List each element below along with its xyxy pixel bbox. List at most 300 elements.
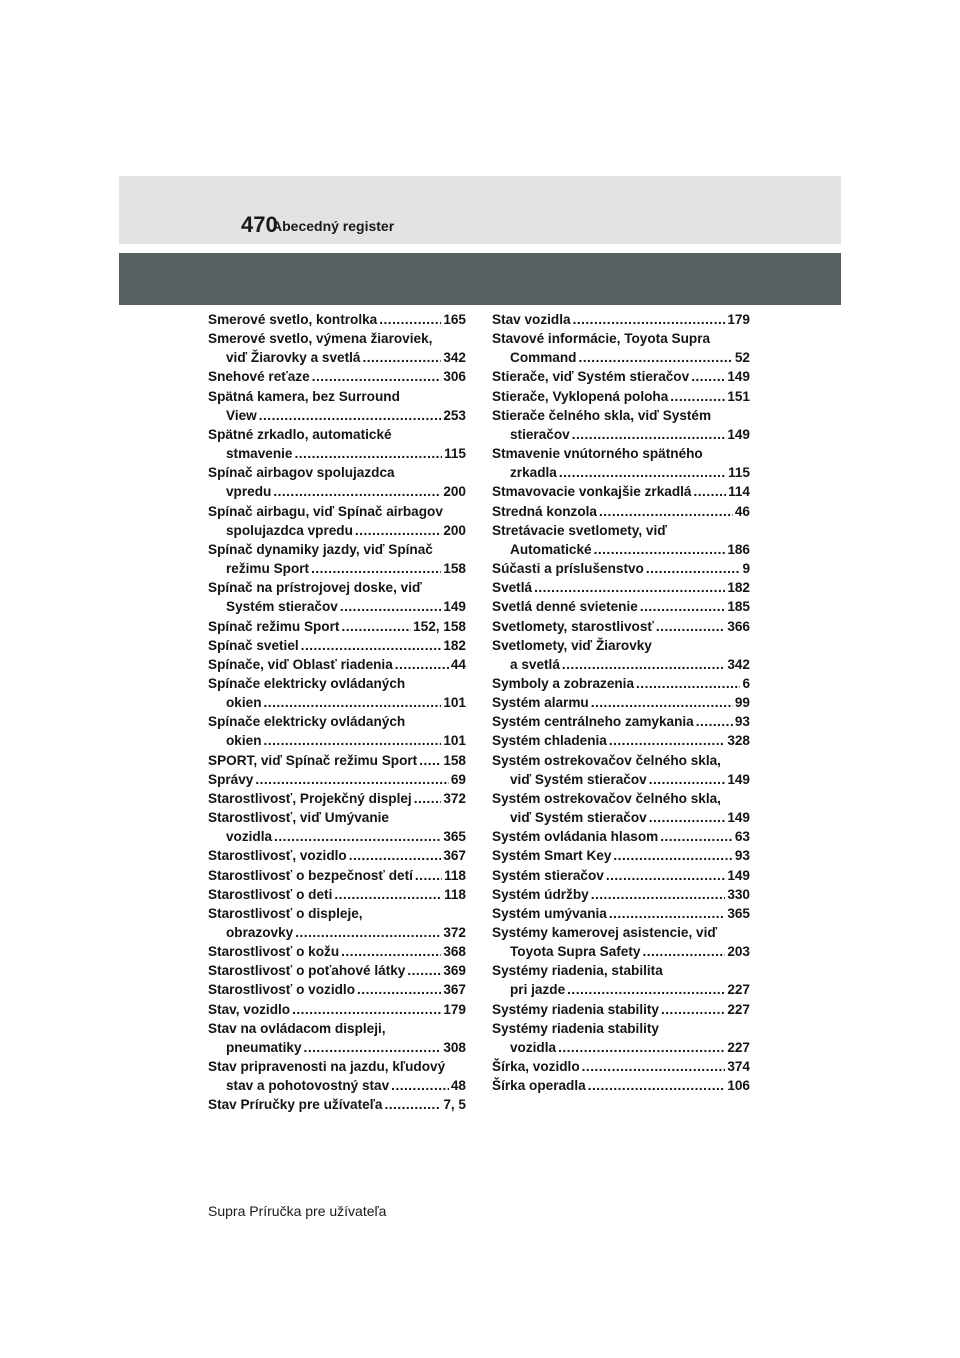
- index-entry: [492, 1057, 750, 1076]
- index-entry-line: [492, 770, 750, 789]
- index-entry-heading: Smerové svetlo, výmena žiaroviek,: [208, 331, 433, 347]
- index-entry-heading: Spínač airbagov spolujazdca: [208, 465, 395, 481]
- index-entry: [208, 808, 466, 846]
- dot-leader: [578, 348, 732, 367]
- index-page-ref[interactable]: 227: [727, 982, 750, 998]
- index-entry: [492, 578, 750, 597]
- index-entry-line: [208, 827, 466, 846]
- index-entry-text: okien: [226, 695, 262, 711]
- index-entry: [492, 866, 750, 885]
- index-page-ref[interactable]: 367: [443, 982, 466, 998]
- index-entry-text: Systém Smart Key: [492, 848, 612, 864]
- index-entry-text: stav a pohotovostný stav: [226, 1078, 390, 1094]
- index-entry-line: [208, 961, 466, 980]
- index-entry-heading: Stav pripravenosti na jazdu, kľudový: [208, 1059, 446, 1075]
- index-entry-line: [492, 655, 750, 674]
- dot-leader: [534, 578, 725, 597]
- index-entry: [492, 559, 750, 578]
- index-page-ref[interactable]: 149: [727, 810, 750, 826]
- dot-leader: [606, 866, 725, 885]
- index-entry: [208, 961, 466, 980]
- index-entry-text: vpredu: [226, 484, 272, 500]
- index-page-ref[interactable]: 6: [742, 675, 750, 691]
- index-entry: [208, 329, 466, 367]
- index-entry-line: [492, 904, 750, 923]
- index-entry-text: pri jazde: [510, 982, 566, 998]
- dot-leader: [379, 310, 441, 329]
- dot-leader: [567, 980, 725, 999]
- index-entry-text: Systém ovládania hlasom: [492, 829, 659, 845]
- index-entry-heading: Stierače čelného skla, viď Systém: [492, 407, 712, 423]
- index-entry: [208, 617, 466, 636]
- index-entry: [208, 1057, 466, 1095]
- index-page-ref[interactable]: 179: [443, 1001, 466, 1017]
- dot-leader: [656, 617, 725, 636]
- index-entry-line: [492, 482, 750, 501]
- dot-leader: [301, 636, 442, 655]
- index-entry-line: [492, 559, 750, 578]
- index-entry-line: [208, 1076, 466, 1095]
- index-page-ref[interactable]: 366: [727, 618, 750, 634]
- dot-leader: [395, 655, 449, 674]
- index-page-ref[interactable]: 367: [443, 848, 466, 864]
- dot-leader: [273, 482, 441, 501]
- index-entry: [208, 540, 466, 578]
- dot-leader: [295, 444, 443, 463]
- dot-leader: [558, 1038, 725, 1057]
- index-entry-text: Systém stieračov: [226, 599, 338, 615]
- index-page-ref[interactable]: 63: [734, 829, 750, 845]
- index-entry-line: [208, 693, 466, 712]
- index-entry: [492, 827, 750, 846]
- dot-leader: [609, 731, 725, 750]
- page-number: 470: [241, 212, 278, 237]
- index-page-ref[interactable]: 158: [443, 752, 466, 768]
- index-page-ref[interactable]: 330: [727, 886, 750, 902]
- dot-leader: [292, 1000, 441, 1019]
- index-entry-text: Toyota Supra Safety: [510, 944, 641, 960]
- index-entry-line: [492, 1076, 750, 1095]
- index-entry-text: Stierače, Vyklopená poloha: [492, 388, 669, 404]
- dot-leader: [264, 693, 442, 712]
- index-entry: [492, 597, 750, 616]
- index-page-ref[interactable]: 369: [443, 963, 466, 979]
- dot-leader: [640, 597, 725, 616]
- index-page-ref[interactable]: 308: [443, 1039, 466, 1055]
- dot-leader: [582, 1057, 726, 1076]
- dot-leader: [391, 1076, 449, 1095]
- dot-leader: [573, 310, 726, 329]
- dot-leader: [594, 540, 726, 559]
- index-page-ref[interactable]: 342: [443, 350, 466, 366]
- index-entry-text: Svetlomety, starostlivosť: [492, 618, 654, 634]
- index-entry: [208, 578, 466, 616]
- index-entry-line: [208, 980, 466, 999]
- index-entry-line: [208, 866, 466, 885]
- dot-leader: [341, 617, 411, 636]
- index-entry: [208, 636, 466, 655]
- index-entry-heading: Spínač na prístrojovej doske, viď: [208, 580, 422, 596]
- index-entry: [208, 751, 466, 770]
- index-entry-line: [492, 712, 750, 731]
- index-entry-line: [208, 751, 466, 770]
- index-page-ref[interactable]: 149: [727, 867, 750, 883]
- index-entry-line: [492, 942, 750, 961]
- index-entry-text: Stav, vozidlo: [208, 1001, 291, 1017]
- index-page-ref[interactable]: 101: [443, 695, 466, 711]
- index-page-ref[interactable]: 342: [727, 656, 750, 672]
- dot-leader: [340, 597, 441, 616]
- index-entry-heading: Stretávacie svetlomety, viď: [492, 522, 667, 538]
- index-entry-text: Starostlivosť o vozidlo: [208, 982, 356, 998]
- index-entry-text: Starostlivosť, vozidlo: [208, 848, 347, 864]
- index-entry: [208, 387, 466, 425]
- index-entry-line: [492, 827, 750, 846]
- index-entry-text: Starostlivosť, Projekčný displej: [208, 790, 412, 806]
- index-entry-text: viď Systém stieračov: [510, 771, 647, 787]
- index-page-ref[interactable]: 372: [443, 790, 466, 806]
- index-entry-line: [492, 463, 750, 482]
- index-entry-text: stmavenie: [226, 446, 293, 462]
- dot-leader: [419, 751, 441, 770]
- index-entry-text: Symboly a zobrazenia: [492, 675, 635, 691]
- index-page-ref[interactable]: 93: [734, 714, 750, 730]
- index-entry: [492, 846, 750, 865]
- dot-leader: [613, 846, 732, 865]
- dot-leader: [591, 885, 726, 904]
- index-entry-text: Súčasti a príslušenstvo: [492, 561, 644, 577]
- index-entry: [492, 885, 750, 904]
- index-entry-line: [492, 425, 750, 444]
- index-entry-line: [208, 348, 466, 367]
- index-entry-line: [492, 1000, 750, 1019]
- index-entry-heading: Spätné zrkadlo, automatické: [208, 426, 392, 442]
- index-entry-line: [208, 367, 466, 386]
- index-entry-text: Starostlivosť o kožu: [208, 944, 340, 960]
- dot-leader: [311, 559, 441, 578]
- index-page-ref[interactable]: 200: [443, 484, 466, 500]
- index-page-ref[interactable]: 46: [734, 503, 750, 519]
- dot-leader: [414, 789, 442, 808]
- index-entry-heading: Stav na ovládacom displeji,: [208, 1020, 386, 1036]
- index-entry-heading: Svetlomety, viď Žiarovky: [492, 637, 652, 653]
- index-entry-text: spolujazdca vpredu: [226, 522, 353, 538]
- dot-leader: [349, 846, 442, 865]
- index-entry: [208, 367, 466, 386]
- index-entry: [492, 1076, 750, 1095]
- index-page-ref[interactable]: 182: [727, 580, 750, 596]
- dot-leader: [642, 942, 725, 961]
- index-entry: [492, 310, 750, 329]
- dot-leader: [696, 712, 733, 731]
- index-entry-text: Systém alarmu: [492, 695, 589, 711]
- dot-leader: [264, 731, 442, 750]
- index-page-ref[interactable]: 114: [728, 484, 750, 500]
- index-entry-line: [492, 540, 750, 559]
- index-entry-text: Správy: [208, 771, 254, 787]
- index-entry-text: SPORT, viď Spínač režimu Sport: [208, 752, 418, 768]
- index-entry-heading: Starostlivosť o displeje,: [208, 905, 363, 921]
- index-page-ref[interactable]: 93: [734, 848, 750, 864]
- index-entry-line: [492, 980, 750, 999]
- index-entry: [208, 425, 466, 463]
- index-entry-text: Starostlivosť o bezpečnosť detí: [208, 867, 413, 883]
- index-entry: [208, 674, 466, 712]
- index-entry-line: [492, 617, 750, 636]
- index-entry-text: Systém stieračov: [492, 867, 604, 883]
- index-page-ref[interactable]: 52: [734, 350, 750, 366]
- index-entry: [492, 923, 750, 961]
- index-entry-text: Stav Príručky pre užívateľa: [208, 1097, 383, 1113]
- index-page-ref[interactable]: 185: [727, 599, 750, 615]
- index-entry: [208, 502, 466, 540]
- index-entry-line: [208, 846, 466, 865]
- index-page-ref[interactable]: 186: [727, 541, 750, 557]
- index-page-ref[interactable]: 227: [727, 1001, 750, 1017]
- dot-leader: [334, 885, 442, 904]
- index-entry: [208, 712, 466, 750]
- dot-leader: [295, 923, 441, 942]
- dot-leader: [259, 406, 442, 425]
- index-entry-line: [492, 310, 750, 329]
- index-entry-heading: Systém ostrekovačov čelného skla,: [492, 790, 721, 806]
- index-entry-line: [492, 1038, 750, 1057]
- index-entry: [492, 731, 750, 750]
- index-entry: [492, 789, 750, 827]
- index-entry: [208, 463, 466, 501]
- dot-leader: [636, 674, 740, 693]
- index-entry: [208, 1000, 466, 1019]
- index-entry-line: [492, 348, 750, 367]
- index-entry-line: [208, 942, 466, 961]
- dot-leader: [572, 425, 726, 444]
- index-entry-text: Stav vozidla: [492, 312, 571, 327]
- index-entry-line: [208, 770, 466, 789]
- dot-leader: [691, 367, 725, 386]
- index-page-ref[interactable]: 118: [444, 886, 466, 902]
- index-entry-text: pneumatiky: [226, 1039, 302, 1055]
- index-entry: [492, 406, 750, 444]
- index-entry-heading: Spätná kamera, bez Surround: [208, 388, 400, 404]
- index-page-ref[interactable]: 9: [742, 561, 750, 577]
- index-page-ref[interactable]: 365: [443, 829, 466, 845]
- index-entry-line: [492, 597, 750, 616]
- index-entry: [492, 904, 750, 923]
- index-page-ref[interactable]: 115: [728, 465, 750, 481]
- dot-leader: [385, 1095, 442, 1114]
- dot-leader: [304, 1038, 442, 1057]
- dot-leader: [646, 559, 741, 578]
- index-entry: [208, 1095, 466, 1114]
- index-entry-line: [492, 885, 750, 904]
- index-entry-text: Systém údržby: [492, 886, 589, 902]
- dot-leader: [312, 367, 442, 386]
- index-page-ref[interactable]: 69: [450, 771, 466, 787]
- index-page-ref[interactable]: 115: [444, 446, 466, 462]
- index-entry-line: [208, 731, 466, 750]
- index-entry-text: režimu Sport: [226, 561, 310, 577]
- index-page-ref[interactable]: 365: [727, 905, 750, 921]
- index-page-ref[interactable]: 48: [450, 1078, 466, 1094]
- index-entry-line: [492, 808, 750, 827]
- index-entry-line: [208, 1095, 466, 1114]
- index-page-ref[interactable]: 200: [443, 522, 466, 538]
- index-page-ref[interactable]: 149: [727, 369, 750, 385]
- dot-leader: [562, 655, 725, 674]
- index-entry-line: [492, 1057, 750, 1076]
- index-entry: [492, 617, 750, 636]
- index-entry-text: Snehové reťaze: [208, 369, 310, 385]
- index-entry-line: [208, 885, 466, 904]
- index-entry-heading: Stmavenie vnútorného spätného: [492, 446, 703, 462]
- index-page-ref[interactable]: 118: [444, 867, 466, 883]
- index-entry: [492, 674, 750, 693]
- index-page-ref[interactable]: 182: [443, 637, 466, 653]
- index-entry-text: Starostlivosť o poťahové látky: [208, 963, 406, 979]
- index-entry: [208, 770, 466, 789]
- index-entry-heading: Systém ostrekovačov čelného skla,: [492, 752, 721, 768]
- index-entry-text: vozidla: [226, 829, 273, 845]
- index-page-ref[interactable]: 328: [727, 733, 750, 749]
- index-entry: [208, 655, 466, 674]
- index-entry: [492, 521, 750, 559]
- index-page-ref[interactable]: 372: [443, 925, 466, 940]
- index-entry: [492, 367, 750, 386]
- index-entry-heading: Spínač airbagu, viď Spínač airbagov: [208, 503, 443, 519]
- dot-leader: [649, 770, 726, 789]
- index-entry-line: [208, 789, 466, 808]
- index-page-ref[interactable]: 149: [443, 599, 466, 615]
- section-title: Abecedný register: [272, 218, 395, 234]
- index-entry-text: Stredná konzola: [492, 503, 597, 519]
- index-entry-text: obrazovky: [226, 925, 294, 940]
- index-page-ref[interactable]: 368: [443, 944, 466, 960]
- index-page-ref[interactable]: 101: [443, 733, 466, 749]
- index-entry: [492, 329, 750, 367]
- index-entry-line: [208, 597, 466, 616]
- index-entry-heading: Systémy riadenia, stabilita: [492, 963, 663, 979]
- index-page-ref[interactable]: 179: [727, 312, 750, 327]
- dot-leader: [362, 348, 441, 367]
- index-entry-text: Automatické: [510, 541, 592, 557]
- index-entry-line: [492, 693, 750, 712]
- index-entry-line: [208, 923, 466, 942]
- index-page-ref[interactable]: 227: [727, 1039, 750, 1055]
- index-entry: [492, 636, 750, 674]
- index-page-ref[interactable]: 165: [443, 312, 466, 327]
- index-entry: [208, 789, 466, 808]
- index-entry-text: Systémy riadenia stability: [492, 1001, 659, 1017]
- index-page-ref[interactable]: 7, 5: [443, 1097, 466, 1113]
- header-band: [119, 176, 841, 244]
- index-entry-line: [208, 521, 466, 540]
- index-page-ref[interactable]: 306: [443, 369, 466, 385]
- dot-leader: [407, 961, 441, 980]
- index-entry-line: [208, 482, 466, 501]
- index-entry: [208, 866, 466, 885]
- dot-leader: [559, 463, 726, 482]
- index-entry-heading: Starostlivosť, viď Umývanie: [208, 810, 389, 826]
- index-entry: [208, 885, 466, 904]
- index-entry-heading: Spínač dynamiky jazdy, viď Spínač: [208, 541, 433, 557]
- index-entry-text: viď Systém stieračov: [510, 810, 647, 826]
- index-entry-heading: Spínače elektricky ovládaných: [208, 675, 406, 691]
- index-entry-line: [208, 1038, 466, 1057]
- index-entry-line: [492, 731, 750, 750]
- index-page-ref[interactable]: 253: [443, 407, 466, 423]
- index-entry: [208, 1019, 466, 1057]
- index-entry: [492, 482, 750, 501]
- index-page-ref[interactable]: 374: [727, 1059, 750, 1075]
- index-entry: [492, 444, 750, 482]
- index-entry-text: okien: [226, 733, 262, 749]
- index-entry-text: Spínač svetiel: [208, 637, 299, 653]
- index-entry-line: [208, 406, 466, 425]
- index-page-ref[interactable]: 158: [443, 561, 466, 577]
- index-column-left: [208, 310, 466, 1115]
- index-entry-line: [208, 617, 466, 636]
- index-entry-text: a svetlá: [510, 656, 560, 672]
- index-entry: [208, 310, 466, 329]
- index-entry-text: zrkadla: [510, 465, 557, 481]
- index-entry-line: [492, 866, 750, 885]
- index-entry-text: Command: [510, 350, 577, 366]
- index-page-ref[interactable]: 151: [727, 388, 750, 404]
- index-page-ref[interactable]: 99: [734, 695, 750, 711]
- dot-leader: [660, 827, 733, 846]
- dot-leader: [661, 1000, 725, 1019]
- index-entry-line: [492, 502, 750, 521]
- index-entry-text: Svetlá denné svietenie: [492, 599, 638, 615]
- index-entry-line: [208, 636, 466, 655]
- index-entry: [492, 693, 750, 712]
- dot-leader: [588, 1076, 726, 1095]
- index-entry: [208, 942, 466, 961]
- dot-leader: [341, 942, 441, 961]
- dot-leader: [255, 770, 449, 789]
- index-entry-text: stieračov: [510, 426, 570, 442]
- index-entry: [208, 846, 466, 865]
- dot-leader: [591, 693, 733, 712]
- index-page-ref[interactable]: 203: [727, 944, 750, 960]
- index-page-ref[interactable]: 149: [727, 771, 750, 787]
- index-page-ref[interactable]: 44: [450, 656, 466, 672]
- index-entry-line: [208, 444, 466, 463]
- index-entry-text: Systém umývania: [492, 905, 607, 921]
- index-page-ref[interactable]: 152, 158: [413, 618, 466, 634]
- index-entry-line: [492, 674, 750, 693]
- index-entry-text: Starostlivosť o deti: [208, 886, 333, 902]
- index-entry: [208, 904, 466, 942]
- index-page-ref[interactable]: 149: [727, 426, 750, 442]
- index-entry-line: [492, 387, 750, 406]
- index-entry-text: vozidla: [510, 1039, 557, 1055]
- dot-leader: [415, 866, 442, 885]
- dot-leader: [274, 827, 441, 846]
- index-entry-line: [492, 846, 750, 865]
- index-entry-text: viď Žiarovky a svetlá: [226, 350, 361, 366]
- index-entry-text: Systém chladenia: [492, 733, 607, 749]
- index-entry-text: Stmavovacie vonkajšie zrkadlá: [492, 484, 692, 500]
- index-entry-heading: Spínače elektricky ovládaných: [208, 714, 406, 730]
- index-entry: [492, 961, 750, 999]
- index-entry-text: Šírka, vozidlo: [492, 1059, 580, 1075]
- index-entry-line: [208, 559, 466, 578]
- index-entry-line: [208, 655, 466, 674]
- index-page-ref[interactable]: 106: [727, 1078, 750, 1094]
- index-entry-heading: Systémy kamerovej asistencie, viď: [492, 925, 718, 940]
- dot-leader: [355, 521, 441, 540]
